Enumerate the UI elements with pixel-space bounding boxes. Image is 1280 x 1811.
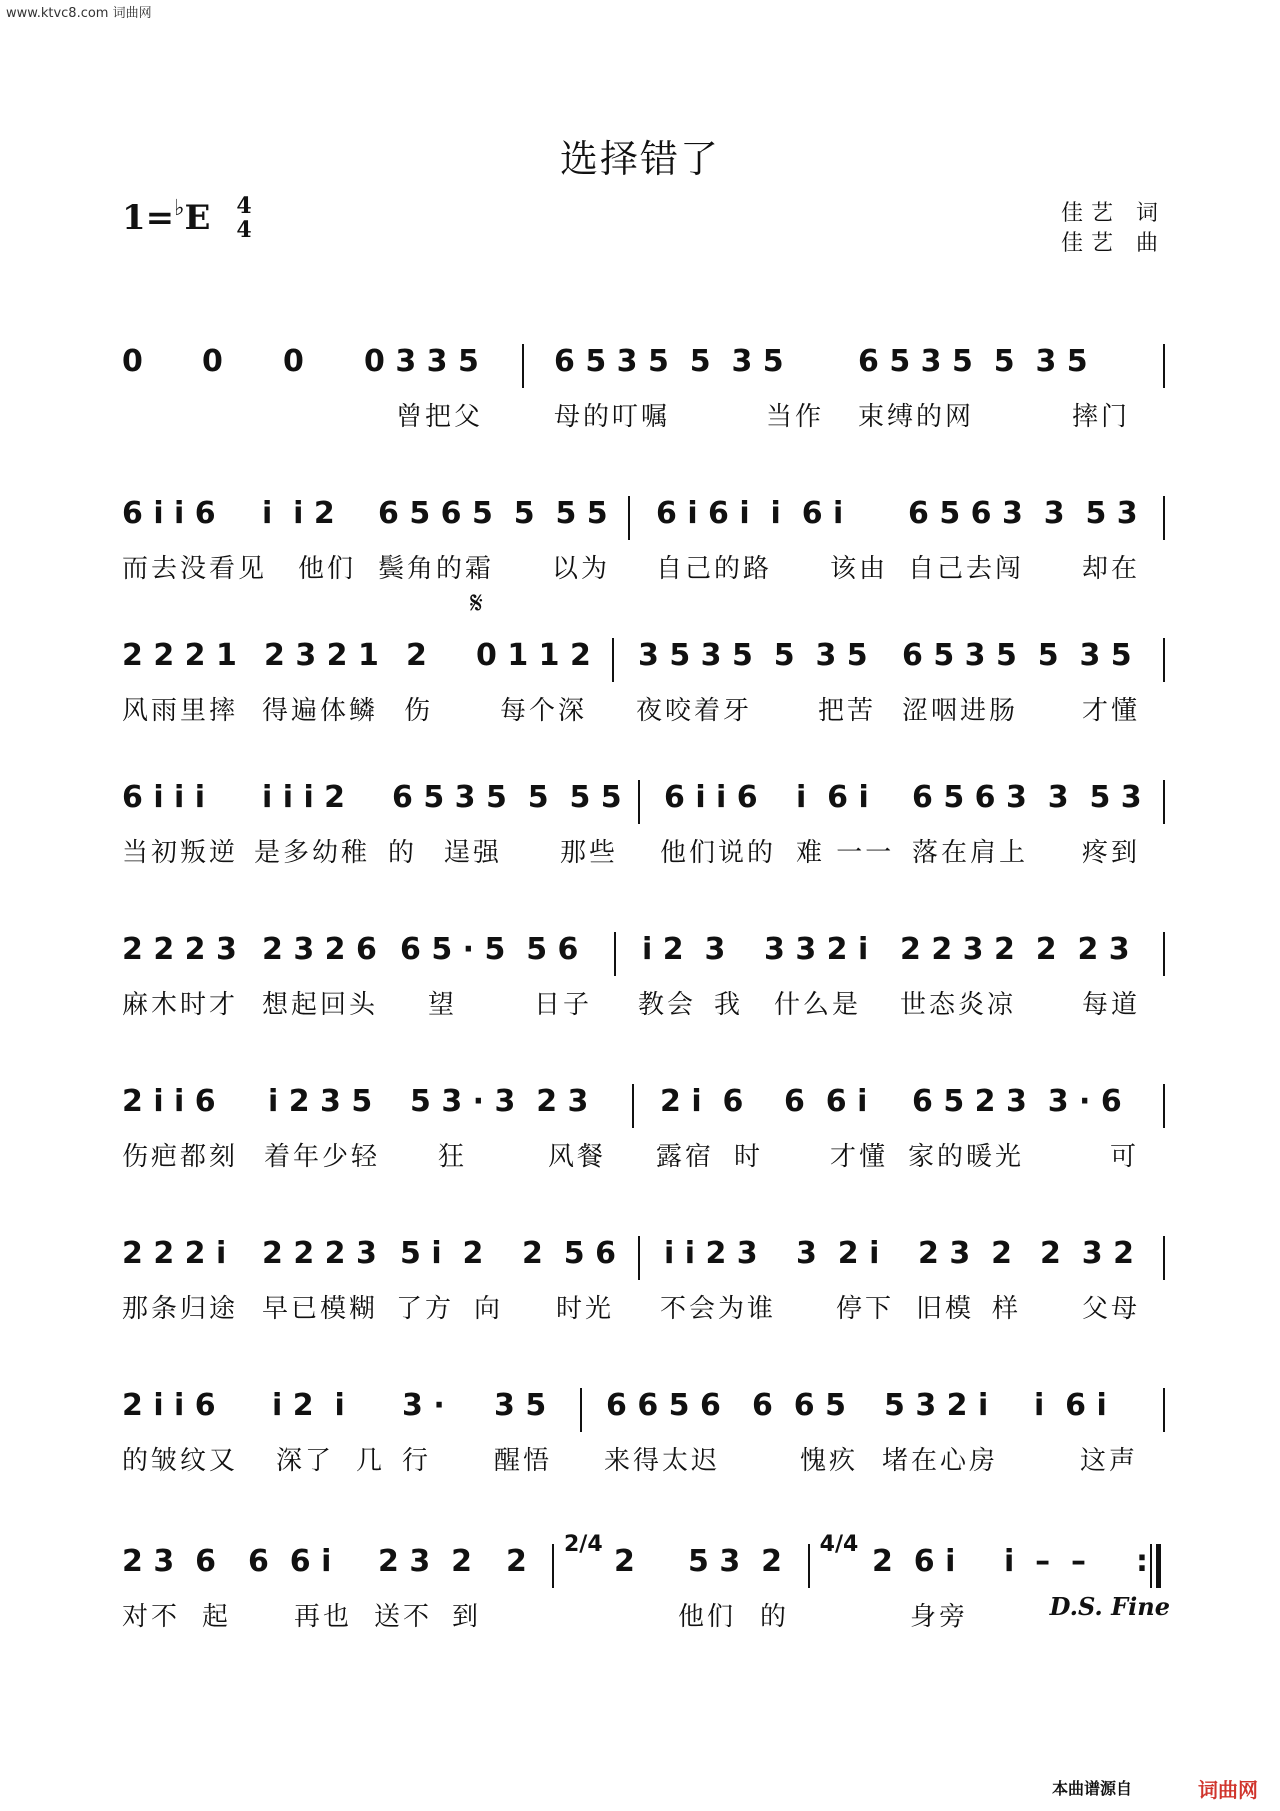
score-row-4 (0, 766, 1280, 906)
note-group: 6 i 6 i i 6 i (656, 496, 844, 531)
lyric-word: 这声 (1080, 1446, 1139, 1476)
note-group: 6 5 3 5 5 3 5 (858, 344, 1088, 379)
note-group: 5 3 2 (688, 1544, 782, 1579)
lyric-word: 自己去闯 (908, 554, 1025, 584)
note-group: 6 5 6 3 3 5 3 (912, 780, 1142, 815)
lyric-word: 家的暖光 (908, 1142, 1025, 1172)
bar-line (522, 344, 524, 388)
lyric-word: 堵在心房 (882, 1446, 999, 1476)
bar-line (1163, 1084, 1165, 1128)
lyric-word: 样 (992, 1294, 1022, 1324)
score-row-2 (0, 482, 1280, 622)
note-group: 2 3 6 (122, 1544, 216, 1579)
time-change: 2/4 (564, 1532, 603, 1557)
note-group: 2 2 2 3 (122, 932, 237, 967)
note-group: 6 6 5 6 (606, 1388, 721, 1423)
note-group: i i 2 3 (664, 1236, 758, 1271)
note-group: 2 5 6 (522, 1236, 616, 1271)
note-group: 6 i i i (122, 780, 206, 815)
lyric-word: 的 (388, 838, 418, 868)
lyric-word: 鬓角的霜 (378, 554, 495, 584)
notes-line (0, 766, 1280, 836)
note-group: 2 2 2 i (122, 1236, 227, 1271)
note-group: 6 5 2 3 3 · 6 (912, 1084, 1122, 1119)
lyric-word: 风雨里摔 (122, 696, 239, 726)
lyric-word: 想起回头 (262, 990, 379, 1020)
lyric-word: 日子 (534, 990, 593, 1020)
bar-line (638, 780, 640, 824)
lyric-word: 来得太迟 (604, 1446, 721, 1476)
notes-line (0, 918, 1280, 988)
note-group: 2 6 i (872, 1544, 956, 1579)
lyrics-line (0, 1136, 1280, 1176)
key-signature: 1=♭E (122, 196, 211, 238)
lyrics-line (0, 690, 1280, 730)
lyric-word: 而去没看见 (122, 554, 268, 584)
note-group: 2 3 2 (918, 1236, 1012, 1271)
ds-fine-marking: D.S. Fine (1049, 1592, 1170, 1621)
lyric-word: 母的叮嘱 (554, 402, 671, 432)
lyric-word: 停下 (836, 1294, 895, 1324)
note-group: 2 2 2 3 (262, 1236, 377, 1271)
bar-line (1163, 496, 1165, 540)
note-group: 2 2 3 2 2 2 3 (900, 932, 1130, 967)
note-group: i 6 i (796, 780, 869, 815)
bar-line (638, 1236, 640, 1280)
lyric-word: 世态炎凉 (900, 990, 1017, 1020)
note-group: i i i 2 (262, 780, 346, 815)
note-group: 3 5 3 5 5 3 5 (638, 638, 868, 673)
lyric-word: 风餐 (548, 1142, 607, 1172)
lyric-word: 麻木时才 (122, 990, 239, 1020)
note-group: i 6 i (1034, 1388, 1107, 1423)
note-group: 0 3 3 5 (364, 344, 479, 379)
note-group: 2 i i 6 (122, 1084, 216, 1119)
lyric-word: 把苦 (818, 696, 877, 726)
lyric-word: 他们说的 (660, 838, 777, 868)
bar-line (1163, 780, 1165, 824)
lyric-word: 时光 (556, 1294, 615, 1324)
lyric-word: 伤 (404, 696, 434, 726)
lyric-word: 疼到 (1082, 838, 1141, 868)
lyric-word: 可 (1110, 1142, 1140, 1172)
site-url: www.ktvc8.com 词曲网 (6, 6, 152, 21)
bar-line (612, 638, 614, 682)
composer-credit: 佳艺 曲 (1061, 231, 1166, 256)
note-group: 2 i 6 (660, 1084, 744, 1119)
note-group: 6 5 3 5 5 3 5 (902, 638, 1132, 673)
score-row-6 (0, 1070, 1280, 1210)
lyrics-line (0, 1440, 1280, 1480)
note-group: 6 5 3 5 5 5 5 (392, 780, 622, 815)
notes-line (0, 1374, 1280, 1444)
lyric-word: 早已模糊 (262, 1294, 379, 1324)
repeat-sign: : (1136, 1544, 1148, 1579)
note-group: 6 6 5 (752, 1388, 846, 1423)
lyrics-line (0, 548, 1280, 588)
lyric-word: 的皱纹又 (122, 1446, 239, 1476)
note-group: 2 3 2 (378, 1544, 472, 1579)
note-group: i 2 3 5 (268, 1084, 373, 1119)
bar-line (1163, 932, 1165, 976)
lyric-word: 当作 (766, 402, 825, 432)
note-group: 0 (283, 344, 304, 379)
note-group: 3 · (402, 1388, 445, 1423)
bar-line (1163, 1388, 1165, 1432)
bar-line (632, 1084, 634, 1128)
lyric-word: 了方 (396, 1294, 455, 1324)
lyric-word: 自己的路 (656, 554, 773, 584)
lyric-word: 狂 (438, 1142, 468, 1172)
lyric-word: 教会 (638, 990, 697, 1020)
score-row-7 (0, 1222, 1280, 1362)
note-group: 0 (122, 344, 143, 379)
lyric-word: 不会为谁 (660, 1294, 777, 1324)
site-logo: 词曲网 (1198, 1778, 1258, 1802)
notes-line (0, 624, 1280, 694)
lyric-word: 时 (734, 1142, 764, 1172)
note-group: 6 5 · 5 5 6 (400, 932, 579, 967)
lyric-word: 望 (428, 990, 458, 1020)
note-group: 0 (202, 344, 223, 379)
lyric-word: 他们 (298, 554, 357, 584)
lyric-word: 深了 (276, 1446, 335, 1476)
score-row-9 (0, 1530, 1280, 1670)
note-group: 2 2 2 1 (122, 638, 237, 673)
lyric-word: 才懂 (1082, 696, 1141, 726)
notes-line (0, 1222, 1280, 1292)
lyric-word: 当初叛逆 (122, 838, 239, 868)
lyricist-credit: 佳艺 词 (1061, 201, 1166, 226)
lyric-word: 几 (356, 1446, 386, 1476)
lyric-word: 夜咬着牙 (636, 696, 753, 726)
lyric-word: 涩咽进肠 (902, 696, 1019, 726)
lyrics-line (0, 1288, 1280, 1328)
note-group: 0 1 1 2 (476, 638, 591, 673)
lyric-word: 摔门 (1072, 402, 1131, 432)
note-group: 5 3 2 i (884, 1388, 989, 1423)
lyrics-line (0, 396, 1280, 436)
note-group: 2 (614, 1544, 635, 1579)
note-group: 5 3 · 3 2 3 (410, 1084, 589, 1119)
lyric-word: 束缚的网 (858, 402, 975, 432)
lyrics-line (0, 984, 1280, 1024)
note-group: 6 6 i (784, 1084, 868, 1119)
note-group: 3 3 2 i (764, 932, 869, 967)
bar-line (552, 1544, 554, 1588)
note-group: 3 2 i (796, 1236, 880, 1271)
score-row-3 (0, 624, 1280, 764)
lyric-word: 的 (760, 1602, 790, 1632)
flat-symbol: ♭ (174, 196, 185, 221)
lyric-word: 才懂 (830, 1142, 889, 1172)
source-note: 本曲谱源自 (1051, 1779, 1132, 1798)
bar-line (628, 496, 630, 540)
song-title: 选择错了 (559, 137, 720, 181)
note-group: i 2 i (272, 1388, 345, 1423)
lyric-word: 行 (402, 1446, 432, 1476)
note-group: 2 3 2 1 (264, 638, 379, 673)
note-group: i i 2 (262, 496, 335, 531)
score-row-5 (0, 918, 1280, 1058)
bar-line (1163, 1236, 1165, 1280)
note-group: 2 (406, 638, 427, 673)
lyric-word: 伤疤都刻 (122, 1142, 239, 1172)
lyric-word: 那条归途 (122, 1294, 239, 1324)
lyric-word: 向 (474, 1294, 504, 1324)
note-group: 2 (506, 1544, 527, 1579)
lyric-word: 起 (202, 1602, 232, 1632)
lyric-word: 旧模 (916, 1294, 975, 1324)
notes-line (0, 1530, 1280, 1600)
lyric-word: 愧疚 (800, 1446, 859, 1476)
lyric-word: 每道 (1082, 990, 1141, 1020)
lyric-word: 父母 (1082, 1294, 1141, 1324)
lyric-word: 他们 (678, 1602, 737, 1632)
note-group: 6 i i 6 (664, 780, 758, 815)
final-bar-line (1156, 1544, 1161, 1588)
note-group: 3 5 (494, 1388, 547, 1423)
note-group: 2 3 2 (1040, 1236, 1134, 1271)
segno-symbol: 𝄋 (470, 586, 483, 621)
score-row-1 (0, 330, 1280, 470)
bar-line (1150, 1544, 1152, 1588)
bar-line (580, 1388, 582, 1432)
score-row-8 (0, 1374, 1280, 1514)
note-group: i 2 3 (642, 932, 726, 967)
lyric-word: 落在肩上 (912, 838, 1029, 868)
lyric-word: 曾把父 (396, 402, 484, 432)
note-group: 6 5 3 5 5 3 5 (554, 344, 784, 379)
note-group: 6 i i 6 (122, 496, 216, 531)
lyric-word: 着年少轻 (264, 1142, 381, 1172)
lyric-word: 是多幼稚 (254, 838, 371, 868)
lyric-word: 露宿 (656, 1142, 715, 1172)
note-group: 6 5 6 3 3 5 3 (908, 496, 1138, 531)
note-group: 6 5 6 5 5 5 5 (378, 496, 608, 531)
lyric-word: 逞强 (444, 838, 503, 868)
lyric-word: 醒悟 (494, 1446, 553, 1476)
lyric-word: 送不 (374, 1602, 433, 1632)
lyric-word: 却在 (1082, 554, 1141, 584)
lyric-word: 以为 (552, 554, 611, 584)
lyric-word: 该由 (830, 554, 889, 584)
lyric-word: 到 (452, 1602, 482, 1632)
note-group: i – – (1004, 1544, 1087, 1579)
note-group: 2 3 2 6 (262, 932, 377, 967)
note-group: 6 6 i (248, 1544, 332, 1579)
lyric-word: 再也 (294, 1602, 353, 1632)
note-group: 5 i 2 (400, 1236, 484, 1271)
lyric-word: 每个深 (500, 696, 588, 726)
note-group: 2 i i 6 (122, 1388, 216, 1423)
notes-line (0, 482, 1280, 552)
time-change: 4/4 (819, 1532, 859, 1557)
lyric-word: 对不 (122, 1602, 181, 1632)
lyric-word: 身旁 (910, 1602, 969, 1632)
notes-line (0, 330, 1280, 400)
lyric-word: 得遍体鳞 (262, 696, 379, 726)
bar-line (1163, 638, 1165, 682)
bar-line (808, 1544, 810, 1588)
lyric-word: 我 (714, 990, 744, 1020)
bar-line (614, 932, 616, 976)
lyric-word: 那些 (560, 838, 619, 868)
lyric-word: 什么是 (774, 990, 862, 1020)
lyrics-line (0, 832, 1280, 872)
bar-line (1163, 344, 1165, 388)
lyric-word: 难 一一 (796, 838, 895, 868)
notes-line (0, 1070, 1280, 1140)
time-signature: 4 4 (236, 193, 252, 243)
